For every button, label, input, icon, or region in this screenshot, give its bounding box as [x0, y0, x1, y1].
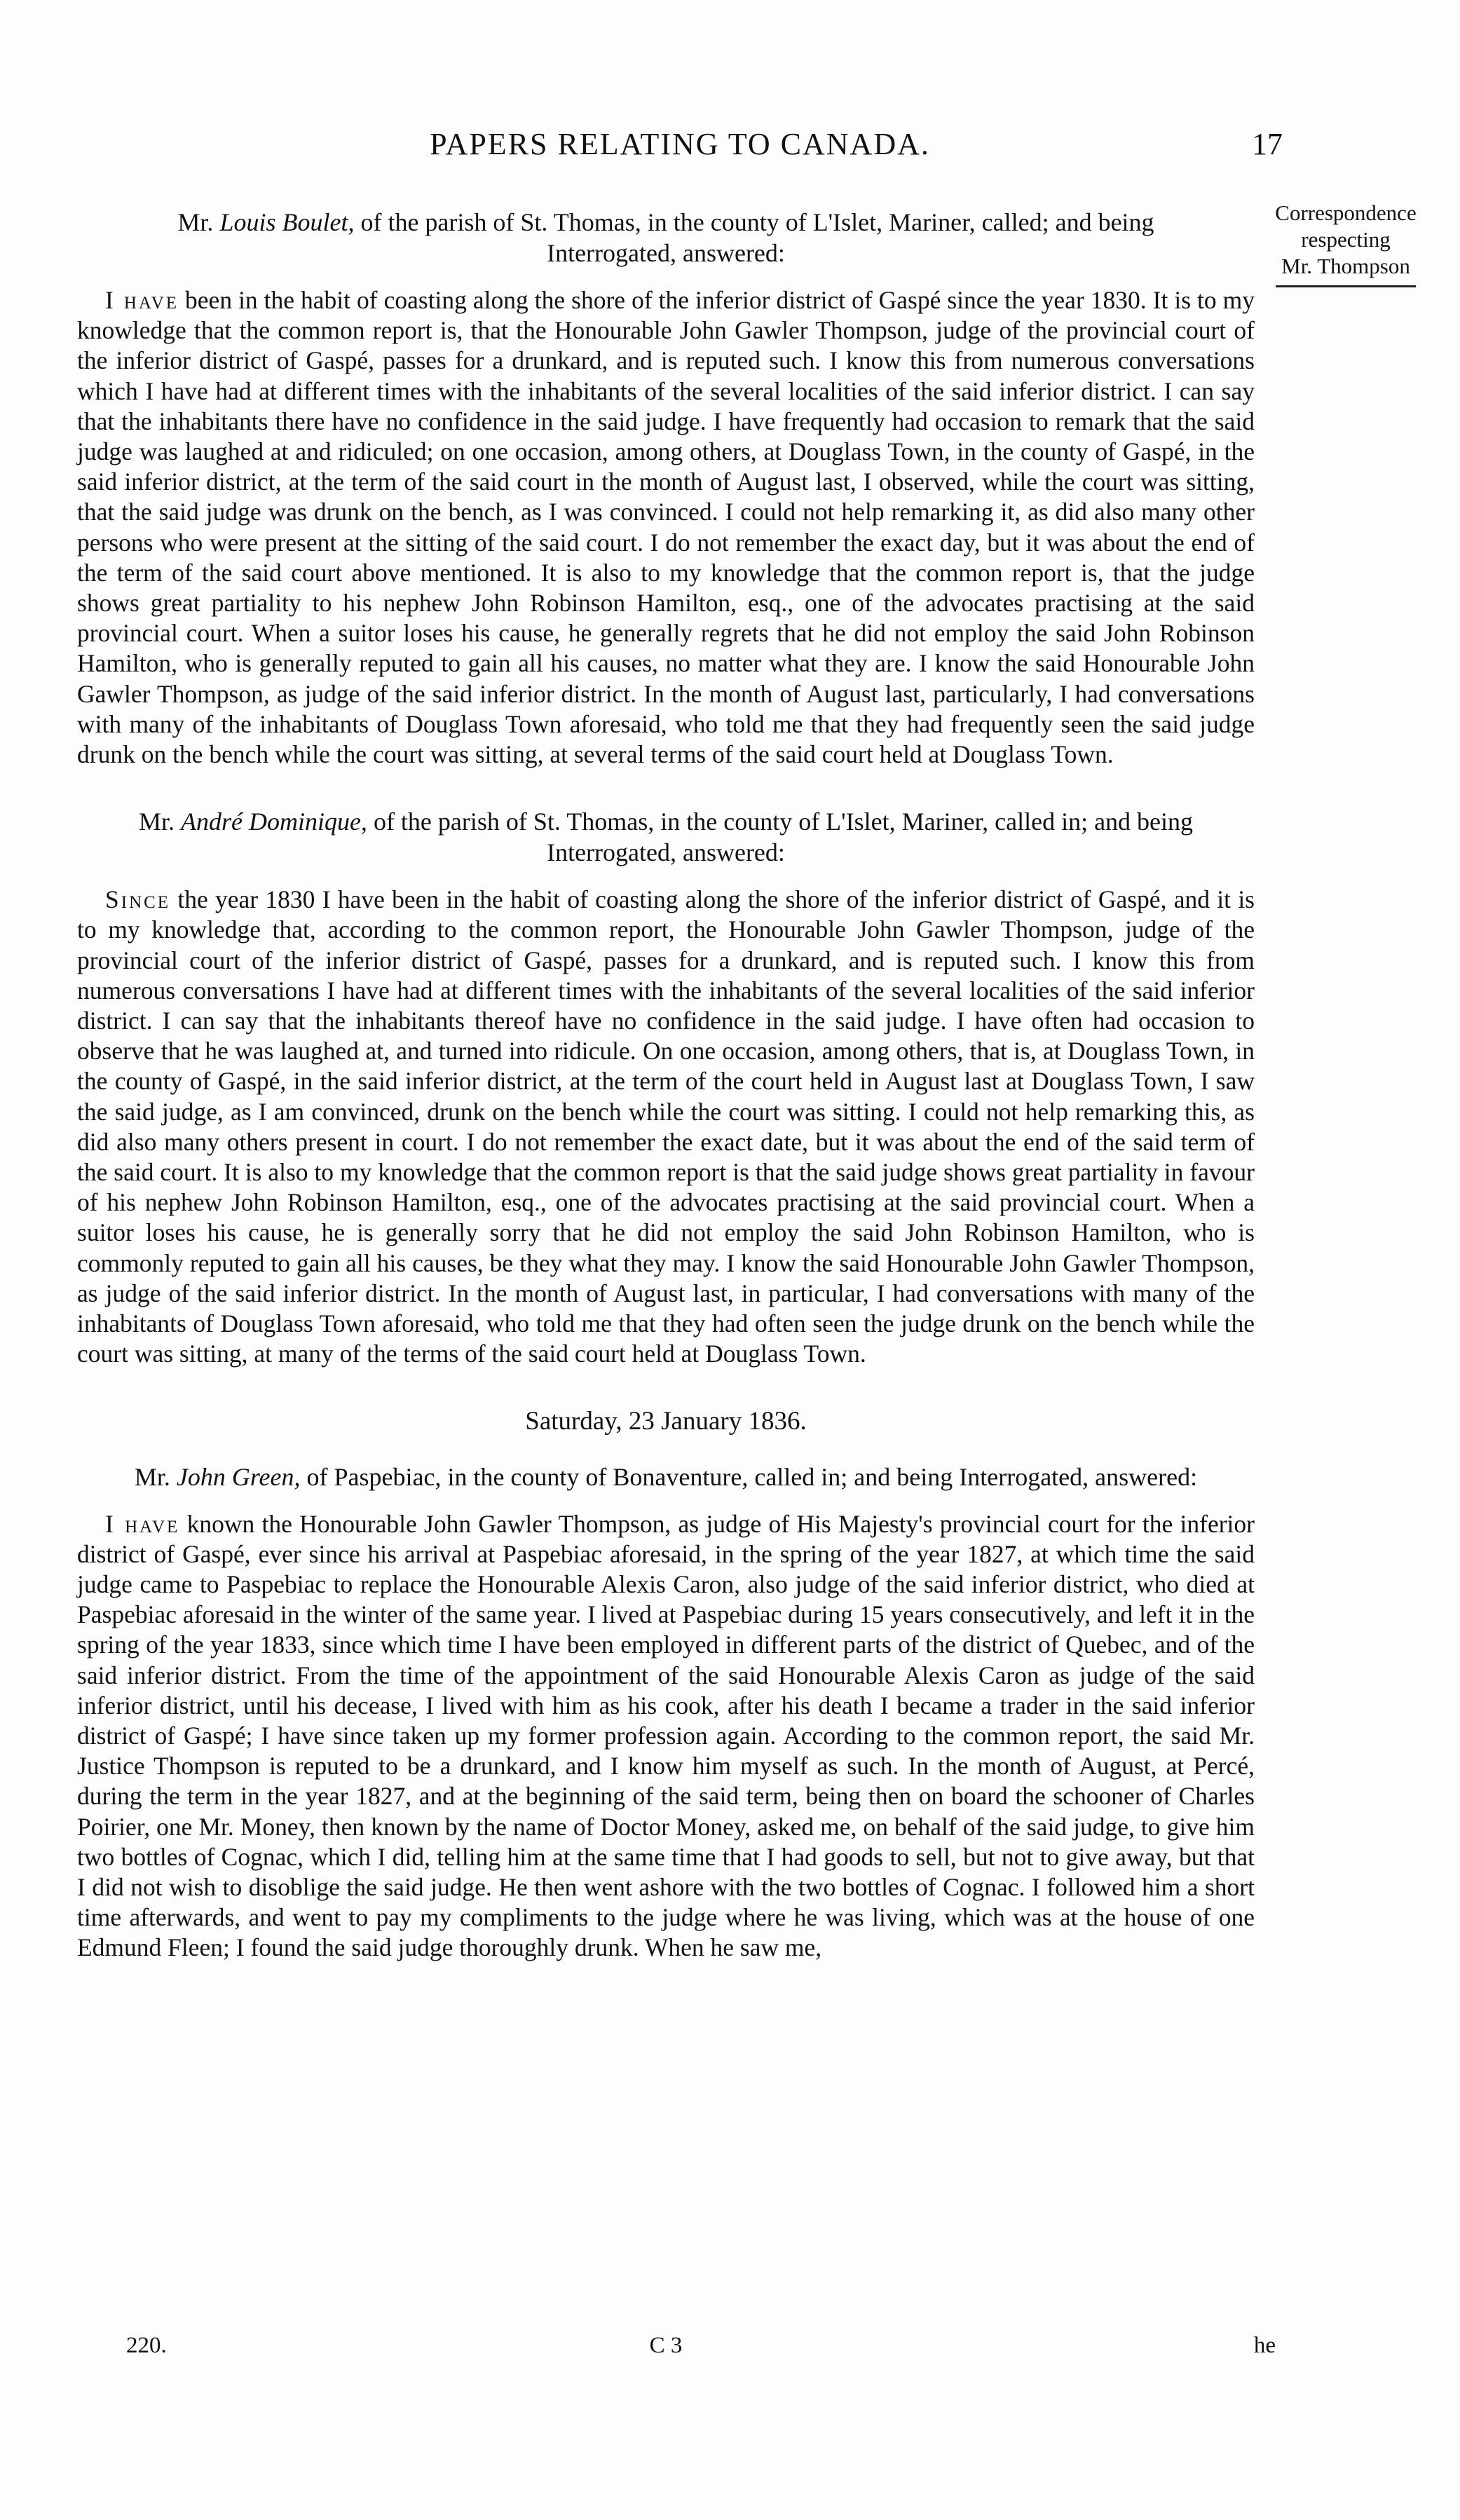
margin-note	[1255, 200, 1437, 287]
witness-heading	[119, 806, 1213, 868]
witness-description: of Paspebiac, in the county of Bonaventure, called in; and being Interrogated, answered:	[300, 1462, 1198, 1491]
testimony-paragraph	[77, 1509, 1255, 1963]
testimony-text: the year 1830 I have been in the habit of coasting along the shore of the inferior district of Gaspé, and it is to my knowledge that, according to the common report, the Honourable John Gawler Thompson, judge of the provincial court of the inferior district of Gaspé, passes for a drunkard, and is reputed such. I know this from numerous conversations I have had at different times with the inhabitants of the several localities of the said inferior district. I can say that the inhabitants thereof have no confidence in the said judge. I have often had occasion to observe that he was laughed at, and turned into ridicule. On one occasion, among others, that is, at Douglass Town, in the county of Gaspé, in the said inferior district, at the term of the court held in August last at Douglass Town, I saw the said judge, as I am convinced, drunk on the bench while the court was sitting. I could not help remarking this, as did also many others present in court. I do not remember the exact date, but it was about the end of the said term of the said court. It is also to my knowledge that the common report is that the said judge shows great partiality in favour of his nephew John Robinson Hamilton, esq., one of the advocates practising at the said provincial court. When a suitor loses his cause, he is generally sorry that he did not employ the said John Robinson Hamilton, who is commonly reputed to gain all his causes, be they what they may. I know the said Honourable John Gawler Thompson, as judge of the said inferior district. In the month of August last, in particular, I had conversations with many of the inhabitants of Douglass Town aforesaid, who told me that they had often seen the judge drunk on the bench while the court was sitting, at many of the terms of the said court held at Douglass Town.	[77, 885, 1255, 1368]
testimony-paragraph	[77, 885, 1255, 1369]
lead-words: I have	[105, 286, 179, 314]
witness-description: of the parish of St. Thomas, in the county of L'Islet, Mariner, called in; and being Interrogated, answered:	[367, 808, 1194, 867]
witness-name: Louis Boulet,	[219, 208, 355, 236]
page-number: 17	[1252, 127, 1283, 161]
lead-words: I have	[105, 1509, 180, 1538]
testimony-text: known the Honourable John Gawler Thompson, as judge of His Majesty's provincial court for the inferior district of Gaspé, ever since his arrival at Paspebiac aforesaid, in the spring of the year 1827, at which time the said judge came to Paspebiac to replace the Honourable Alexis Caron, also judge of the said inferior district, who died at Paspebiac aforesaid in the winter of the same year. I lived at Paspebiac during 15 years consecutively, and left it in the spring of the year 1833, since which time I have been employed in different parts of the district of Quebec, and of the said inferior district. From the time of the appointment of the said Honourable Alexis Caron as judge of the said inferior district, until his decease, I lived with him as his cook, after his death I became a trader in the said inferior district of Gaspé; I have since taken up my former profession again. According to the common report, the said Mr. Justice Thompson is reputed to be a drunkard, and I know him myself as such. In the month of August, at Percé, during the term in the year 1827, and at the beginning of the said term, being then on board the schooner of Charles Poirier, one Mr. Money, then known by the name of Doctor Money, asked me, on behalf of the said judge, to give him two bottles of Cognac, which I did, telling him at the same time that I had goods to sell, but not to give away, but that I did not wish to disoblige the said judge. He then went ashore with the two bottles of Cognac. I followed him a short time afterwards, and went to pay my compliments to the judge where he was living, which was at the house of one Edmund Fleen; I found the said judge thoroughly drunk. When he saw me,	[77, 1509, 1255, 1962]
main-column	[77, 207, 1255, 2000]
footer-number: 220.	[126, 2333, 167, 2358]
lead-words: Since	[105, 885, 171, 914]
testimony-text: been in the habit of coasting along the shore of the inferior district of Gaspé since the year 1830. It is to my knowledge that the common report is, that the Honourable John Gawler Thompson, judge of the provincial court of the inferior district of Gaspé, passes for a drunkard, and is reputed such. I know this from numerous conversations which I have had at different times with the inhabitants of the several localities of the said inferior district. I can say that the inhabitants there have no confidence in the said judge. I have frequently had occasion to remark that the said judge was laughed at and ridiculed; on one occasion, among others, at Douglass Town, in the county of Gaspé, in the said inferior district, at the term of the said court in the month of August last, I observed, while the court was sitting, that the said judge was drunk on the bench, as I was convinced. I could not help remarking it, as did also many other persons who were present at the sitting of the said court. I do not remember the exact day, but it was about the end of the term of the said court above mentioned. It is also to my knowledge that the common report is, that the judge shows great partiality to his nephew John Robinson Hamilton, esq., one of the advocates practising at the said provincial court. When a suitor loses his cause, he generally regrets that he did not employ the said John Robinson Hamilton, who is generally reputed to gain all his causes, no matter what they are. I know the said Honourable John Gawler Thompson, as judge of the said inferior district. In the month of August last, particularly, I had conversations with many of the inhabitants of Douglass Town aforesaid, who told me that they had frequently seen the said judge drunk on the bench while the court was sitting, at several terms of the said court held at Douglass Town.	[77, 286, 1255, 769]
margin-note-line: respecting	[1301, 227, 1391, 252]
testimony-paragraph	[77, 285, 1255, 770]
witness-title: Mr.	[138, 808, 181, 836]
witness-heading	[119, 1462, 1213, 1492]
catchword: he	[1253, 2333, 1276, 2358]
witness-description: of the parish of St. Thomas, in the county of L'Islet, Mariner, called; and being Interrogated, answered:	[354, 208, 1154, 267]
margin-note-line: Correspondence	[1275, 200, 1417, 225]
margin-rule	[1276, 285, 1416, 287]
witness-title: Mr.	[134, 1462, 177, 1491]
date-heading: Saturday, 23 January 1836.	[525, 1406, 807, 1436]
running-head	[105, 126, 1283, 175]
page-title: PAPERS RELATING TO CANADA.	[430, 127, 930, 161]
witness-name: John Green,	[176, 1462, 301, 1491]
signature-mark: C 3	[649, 2333, 683, 2358]
witness-title: Mr.	[177, 208, 220, 236]
page-footer	[77, 2333, 1276, 2368]
witness-heading	[119, 207, 1213, 268]
margin-note-line: Mr. Thompson	[1281, 254, 1410, 278]
witness-name: André Dominique,	[180, 808, 367, 836]
